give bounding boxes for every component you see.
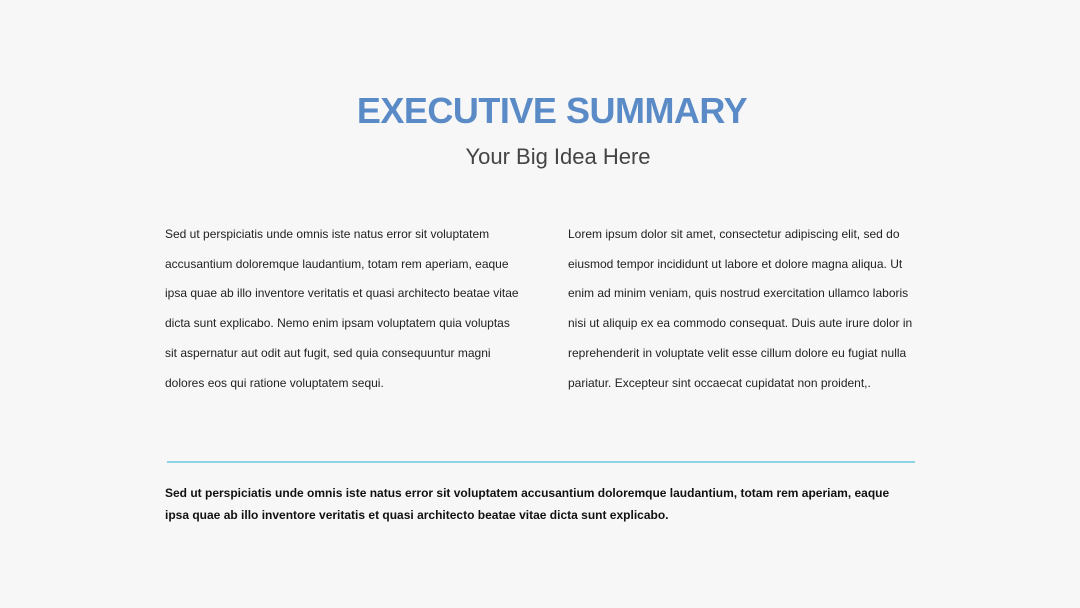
bold-summary-note: Sed ut perspiciatis unde omnis iste natus error sit voluptatem accusantium doloremque laudantium, totam rem aperiam, eaque ipsa quae ab illo inventore veritatis et quasi architecto beatae vitae dicta sunt explicabo. [165,486,890,522]
section-divider [167,461,915,463]
right-paragraph: Lorem ipsum dolor sit amet, consectetur adipiscing elit, sed do eiusmod tempor incididunt ut labore et dolore magna aliqua. Ut enim ad minim veniam, quis nostrud exercitation ullamco laboris nisi ut aliquip ex ea commodo consequat. Duis aute irure dolor in reprehenderit in voluptate velit esse cillum dolore eu fugiat nulla pariatur. Excepteur sint occaecat cupidatat non proident,. [568,227,913,390]
slide-title: EXECUTIVE SUMMARY [356,90,748,131]
left-paragraph: Sed ut perspiciatis unde omnis iste natus error sit voluptatem accusantium doloremque laudantium, totam rem aperiam, eaque ipsa quae ab illo inventore veritatis et quasi architecto beatae vitae dicta sunt explicabo. Nemo enim ipsam voluptatem quia voluptas sit aspernatur aut odit aut fugit, sed quia consequuntur magni dolores eos qui ratione voluptatem sequi. [165,227,519,390]
slide-subtitle: Your Big Idea Here [465,144,651,169]
